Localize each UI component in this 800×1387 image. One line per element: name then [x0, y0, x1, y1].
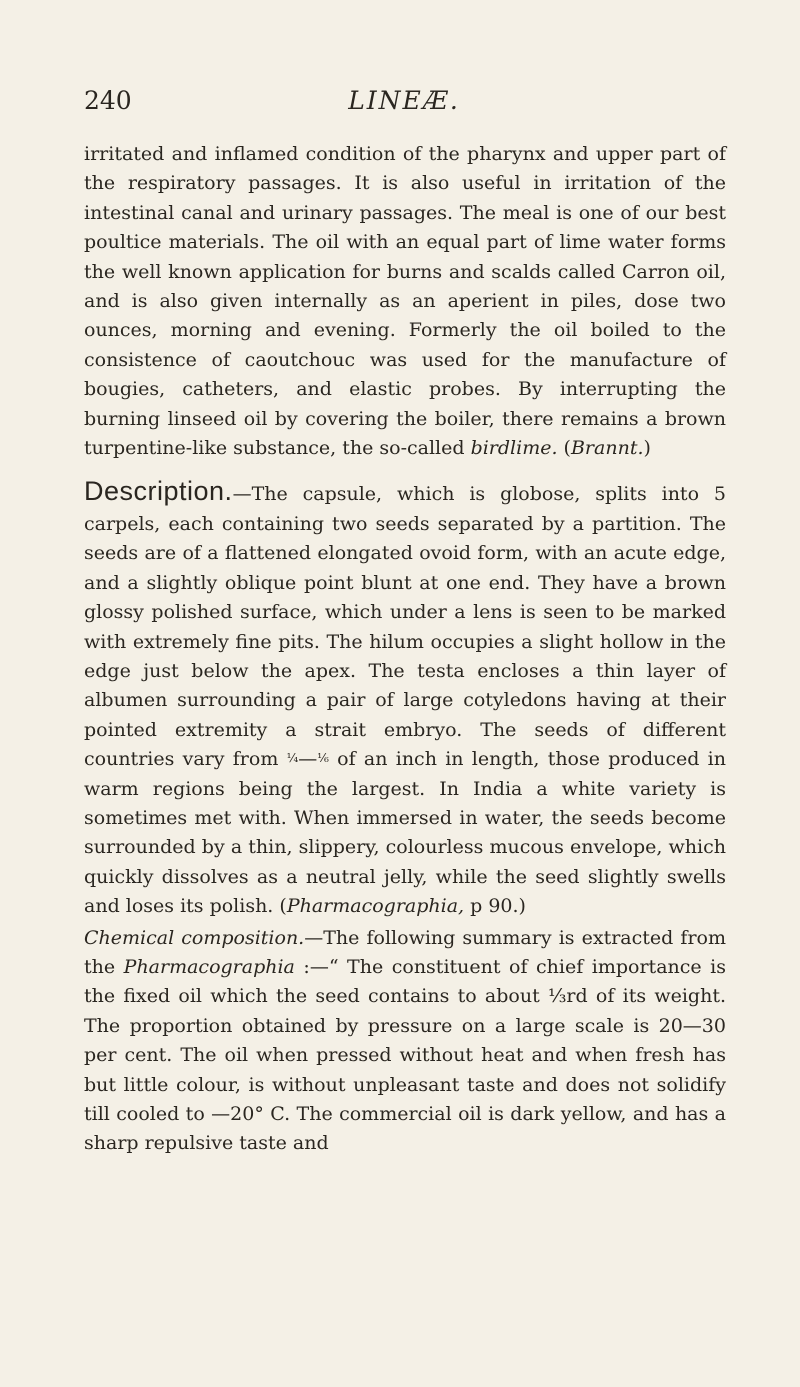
chemical-text-b: :—“ The constituent of chief importance is the fixed oil which the seed contains to about [84, 955, 726, 1008]
fraction-quarter: ¼ [286, 751, 299, 766]
source-pharmacographia-chem: Pharmacographia [123, 955, 295, 978]
fraction-third: ⅓rd [547, 985, 588, 1008]
term-birdlime: birdlime. [470, 437, 558, 460]
fraction-dash: — [298, 748, 318, 771]
paren-open: ( [557, 437, 571, 460]
paragraph-uses [84, 140, 726, 463]
page-header [84, 86, 724, 122]
paragraph-uses-text: irritated and inflamed condition of the pharynx and upper part of the respiratory passages. It is also useful in irritation of the intestinal canal and urinary passages. The meal is one of our best poultice materials. The oil with an equal part of lime water forms the well known application for burns and scalds called Carron oil, and is also given internally as an aperient in piles, dose two ounces, morning and evening. Formerly the oil boiled to the consistence of caoutchouc was used for the manufacture of bougies, catheters, and elastic probes. By interrupting the burning linseed oil by covering the boiler, there remains a brown turpentine-like substance, the so-called [84, 143, 726, 460]
running-head: LINEÆ. [348, 86, 460, 115]
paragraph-chemical [84, 924, 726, 1159]
description-text-a: —The capsule, which is globose, splits into 5 carpels, each containing two seeds separated by a partition. The seeds are of a flattened elongated ovoid form, with an acute edge, and a slightly oblique point blunt at one end. They have a brown glossy polished surface, which under a lens is seen to be marked with extremely fine pits. The hilum occupies a slight hollow in the edge just below the apex. The testa encloses a thin layer of albumen surrounding a pair of large cotyledons having at their pointed extremity a strait embryo. The seeds of different countries vary from [84, 483, 726, 771]
chemical-text-a: —The following summary is extracted from the [84, 926, 727, 978]
chemical-text-c: of its weight. The proportion obtained by pressure on a large scale is 20—30 per cent. The oil when pressed without heat and when fresh has but little colour, is without unpleasant taste and does not solidify till cooled to —20° C. The commercial oil is dark yellow, and has a sharp repulsive taste and [84, 985, 726, 1155]
page-number: 240 [84, 86, 132, 115]
body-text [84, 140, 726, 1159]
paragraph-description [84, 477, 726, 921]
paren-close: ) [643, 437, 651, 460]
description-heading: Description. [84, 476, 233, 507]
source-page-ref: p 90.) [464, 895, 526, 918]
chemical-heading: Chemical composition. [84, 926, 305, 949]
source-brannt: Brannt. [570, 437, 644, 460]
source-pharmacographia: Pharmacographia, [286, 895, 465, 918]
fraction-sixth: ⅙ [317, 751, 329, 766]
description-text-b: of an inch in length, those produced in warm regions being the largest. In India a white variety is sometimes met with. When immersed in water, the seeds become surrounded by a thin, slippery, colourless mucous envelope, which quickly dissolves as a neutral jelly, while the seed slightly swells and loses its polish. ( [84, 748, 726, 918]
